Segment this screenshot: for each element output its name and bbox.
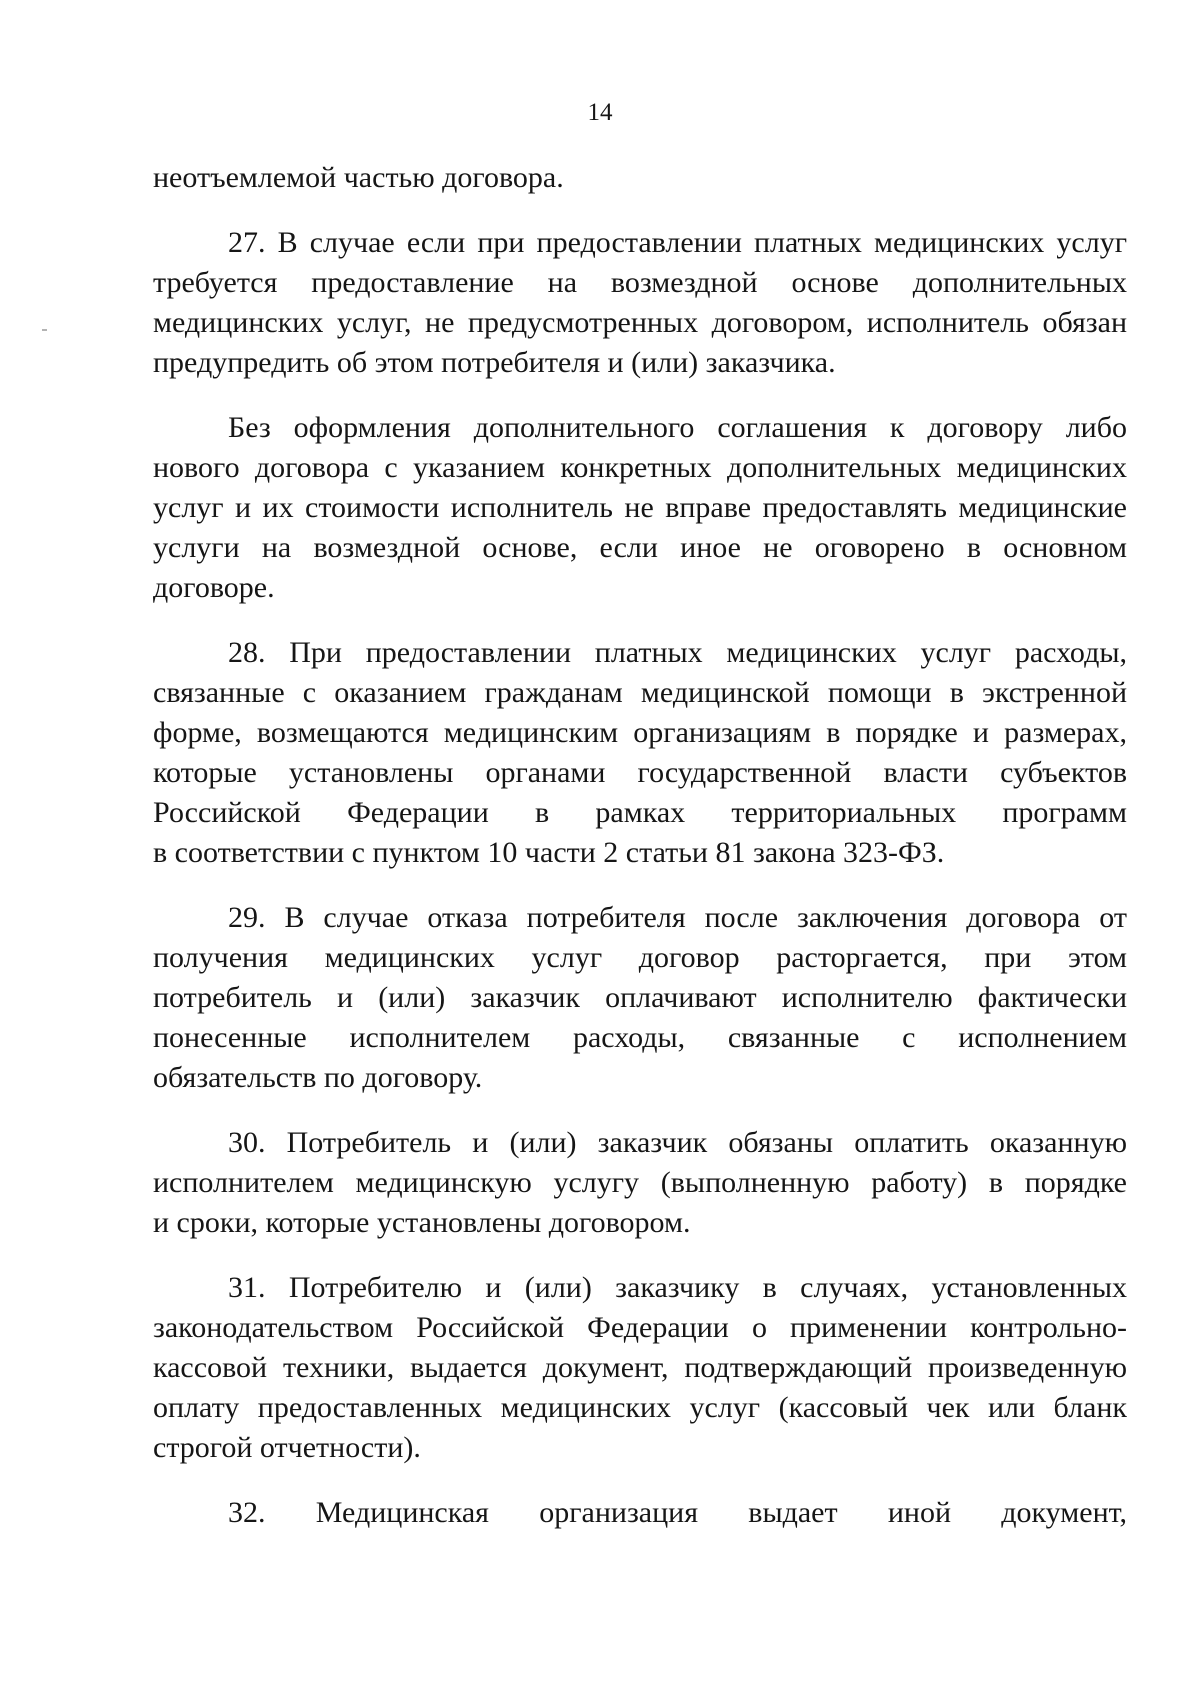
text-line: 28. При предоставлении платных медицинских услуг расходы, xyxy=(228,636,1127,669)
text-line: 30. Потребитель и (или) заказчик обязаны оплатить оказанную xyxy=(228,1126,1127,1159)
text-line: Российской Федерации в рамках территориальных программ xyxy=(153,796,1127,829)
text-line: предупредить об этом потребителя и (или) заказчика. xyxy=(153,346,836,379)
text-line: форме, возмещаются медицинским организациям в порядке и размерах, xyxy=(153,716,1127,749)
text-line: неотъемлемой частью договора. xyxy=(153,161,564,194)
text-line: понесенные исполнителем расходы, связанные с исполнением xyxy=(153,1021,1127,1054)
text-line: 27. В случае если при предоставлении платных медицинских услуг xyxy=(228,226,1127,259)
scan-mark xyxy=(42,329,47,331)
text-line: 32. Медицинская организация выдает иной документ, xyxy=(228,1496,1127,1529)
text-line: которые установлены органами государственной власти субъектов xyxy=(153,756,1127,789)
text-line: Без оформления дополнительного соглашения к договору либо xyxy=(228,411,1127,444)
text-line: кассовой техники, выдается документ, подтверждающий произведенную xyxy=(153,1351,1127,1384)
page-number: 14 xyxy=(587,99,613,126)
text-line: требуется предоставление на возмездной основе дополнительных xyxy=(153,266,1127,299)
text-line: и сроки, которые установлены договором. xyxy=(153,1206,691,1239)
text-line: связанные с оказанием гражданам медицинской помощи в экстренной xyxy=(153,676,1127,709)
text-line: исполнителем медицинскую услугу (выполненную работу) в порядке xyxy=(153,1166,1127,1199)
text-line: медицинских услуг, не предусмотренных договором, исполнитель обязан xyxy=(153,306,1127,339)
text-line: нового договора с указанием конкретных дополнительных медицинских xyxy=(153,451,1127,484)
text-line: получения медицинских услуг договор расторгается, при этом xyxy=(153,941,1127,974)
text-line: оплату предоставленных медицинских услуг (кассовый чек или бланк xyxy=(153,1391,1127,1424)
text-line: строгой отчетности). xyxy=(153,1431,421,1464)
text-line: обязательств по договору. xyxy=(153,1061,483,1094)
text-line: законодательством Российской Федерации о применении контрольно- xyxy=(153,1311,1127,1344)
text-line: потребитель и (или) заказчик оплачивают исполнителю фактически xyxy=(153,981,1127,1014)
text-line: 31. Потребителю и (или) заказчику в случаях, установленных xyxy=(228,1271,1127,1304)
text-line: в соответствии с пунктом 10 части 2 статьи 81 закона 323-ФЗ. xyxy=(153,836,945,869)
text-line: договоре. xyxy=(153,571,275,604)
text-line: 29. В случае отказа потребителя после заключения договора от xyxy=(228,901,1127,934)
text-line: услуг и их стоимости исполнитель не вправе предоставлять медицинские xyxy=(153,491,1127,524)
text-line: услуги на возмездной основе, если иное не оговорено в основном xyxy=(153,531,1127,564)
